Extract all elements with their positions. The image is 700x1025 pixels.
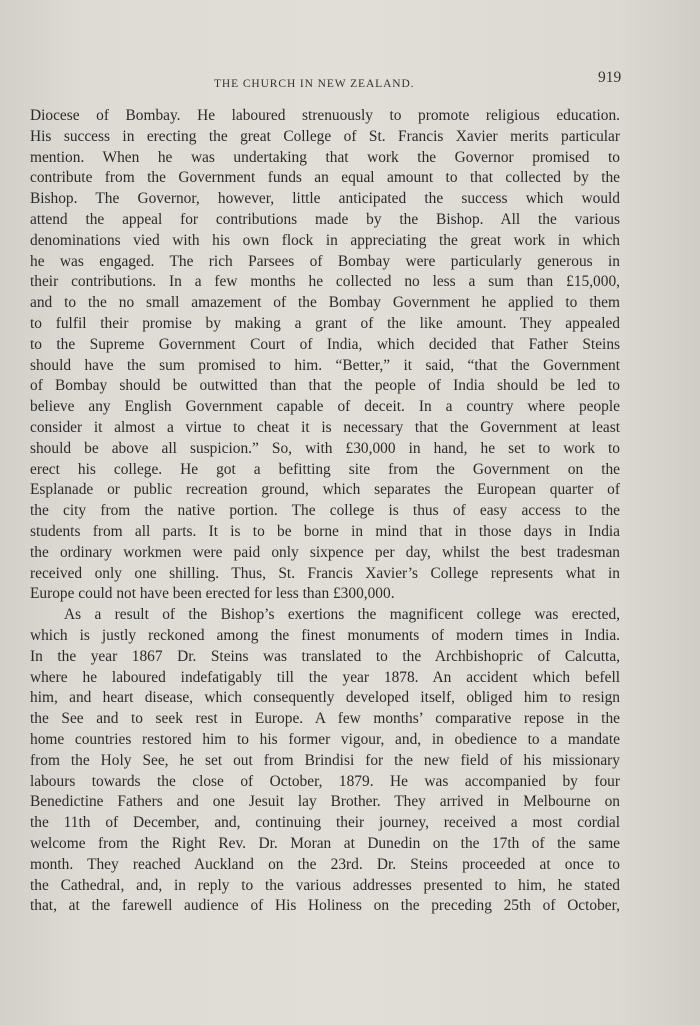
text-line: Esplanade or public recreation ground, which separates the European quarter of [30,481,620,499]
text-line: where he laboured indefatigably till the year 1878. An accident which befell [30,668,620,686]
text-line: should be above all suspicion.” So, with £30,000 in hand, he set to work to [30,439,620,457]
text-line: from the Holy See, he set out from Brindisi for the new field of his missionary [30,751,620,769]
text-line: contribute from the Government funds an equal amount to that collected by the [30,169,620,187]
text-line: which is justly reckoned among the finest monuments of modern times in India. [30,627,620,644]
text-line: denominations vied with his own flock in appreciating the great work in which [30,231,620,249]
text-line: their contributions. In a few months he collected no less a sum than £15,000, [30,273,620,291]
text-line: Bishop. The Governor, however, little anticipated the success which would [30,190,620,208]
text-line: attend the appeal for contributions made by the Bishop. All the various [30,211,620,228]
text-line: the city from the native portion. The college is thus of easy access to the [30,502,620,520]
text-line: His success in erecting the great College of St. Francis Xavier merits particular [30,127,620,145]
running-head [0,69,700,96]
text-line: believe any English Government capable of deceit. In a country where people [30,398,620,416]
running-title: THE CHURCH IN NEW ZEALAND. [214,78,415,90]
text-line: received only one shilling. Thus, St. Francis Xavier’s College represents what in [30,564,620,582]
body-text [30,106,620,936]
text-line: the See and to seek rest in Europe. A few months’ comparative repose in the [30,710,620,728]
text-line: him, and heart disease, which consequently developed itself, obliged him to resign [30,689,620,707]
text-line: of Bombay should be outwitted than that the people of India should be led to [30,377,620,395]
text-line: he was engaged. The rich Parsees of Bombay were particularly generous in [30,252,620,270]
page-number: 919 [598,69,622,86]
text-line: to the Supreme Government Court of India, which decided that Father Steins [30,335,620,353]
text-line: Europe could not have been erected for less than £300,000. [30,585,395,603]
text-line: welcome from the Right Rev. Dr. Moran at Dunedin on the 17th of the same [30,835,620,852]
text-line: labours towards the close of October, 1879. He was accompanied by four [30,772,620,790]
text-line: consider it almost a virtue to cheat it is necessary that the Government at least [30,419,620,436]
text-line: the Cathedral, and, in reply to the various addresses presented to him, he stated [30,876,620,894]
text-line: students from all parts. It is to be borne in mind that in those days in India [30,523,620,540]
text-line: Benedictine Fathers and one Jesuit lay Brother. They arrived in Melbourne on [30,793,620,811]
text-line: As a result of the Bishop’s exertions the magnificent college was erected, [64,606,620,624]
text-line: the ordinary workmen were paid only sixpence per day, whilst the best tradesman [30,543,620,561]
text-line: Diocese of Bombay. He laboured strenuously to promote religious education. [30,107,620,124]
text-line: that, at the farewell audience of His Holiness on the preceding 25th of October, [30,897,620,915]
text-line: month. They reached Auckland on the 23rd. Dr. Steins proceeded at once to [30,855,620,873]
text-line: and to the no small amazement of the Bombay Government he applied to them [30,294,620,312]
text-line: mention. When he was undertaking that work the Governor promised to [30,148,620,166]
text-line: home countries restored him to his former vigour, and, in obedience to a mandate [30,731,620,748]
text-line: should have the sum promised to him. “Better,” it said, “that the Government [30,356,620,374]
text-line: erect his college. He got a befitting site from the Government on the [30,460,620,478]
text-line: to fulfil their promise by making a grant of the like amount. They appealed [30,315,620,332]
text-line: the 11th of December, and, continuing their journey, received a most cordial [30,814,620,832]
text-line: In the year 1867 Dr. Steins was translated to the Archbishopric of Calcutta, [30,647,620,665]
